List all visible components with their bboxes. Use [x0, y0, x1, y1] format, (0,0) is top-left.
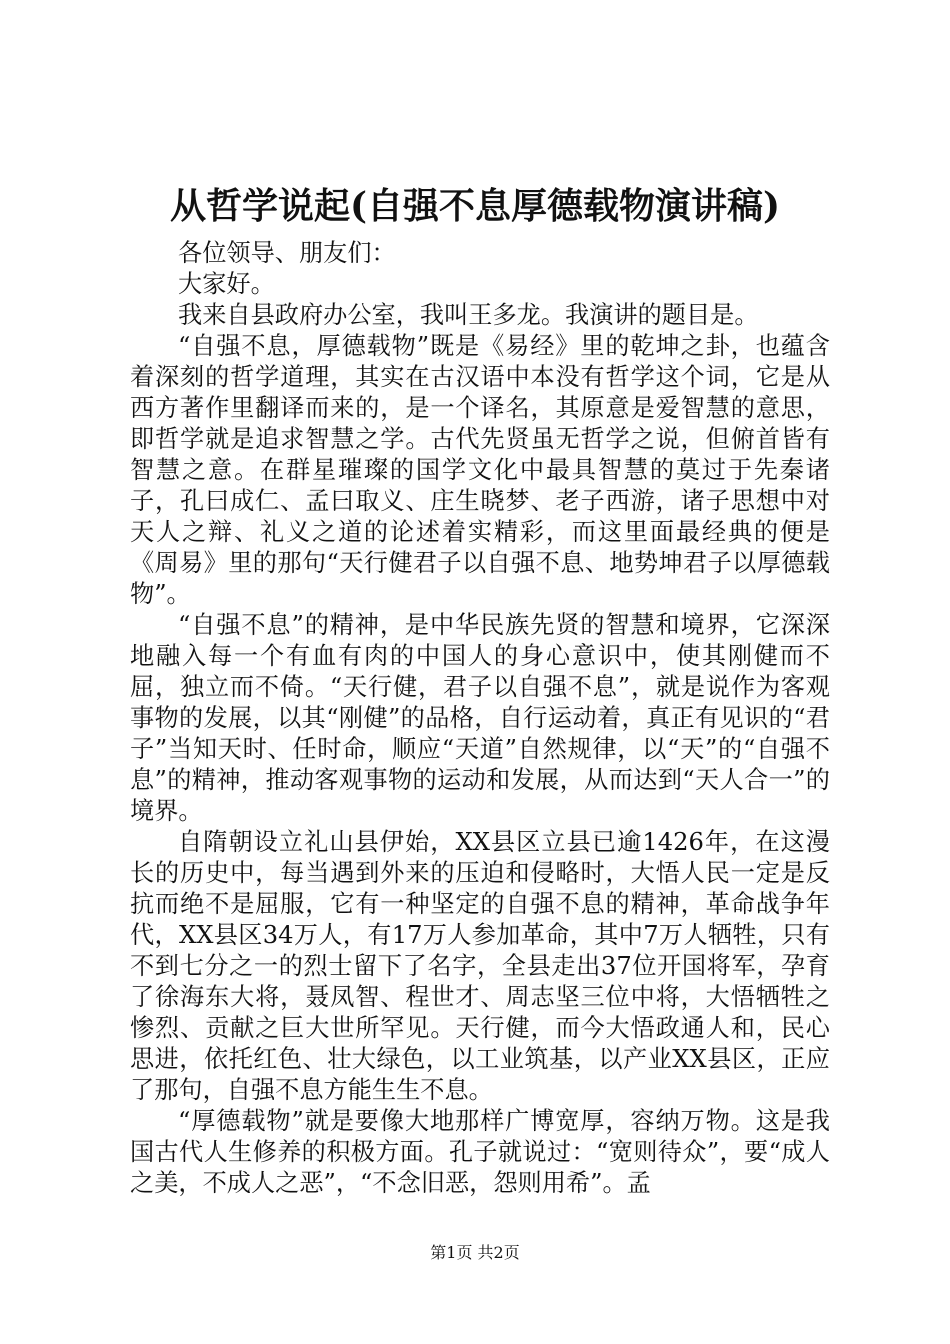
- body-paragraph: “自强不息，厚德载物”既是《易经》里的乾坤之卦，也蕴含着深刻的哲学道理，其实在古汉语中本没有哲学这个词，它是从西方著作里翻译而来的，是一个译名，其原意是爱智慧的意思，即哲学就是追求智慧之学。古代先贤虽无哲学之说，但俯首皆有智慧之意。在群星璀璨的国学文化中最具智慧的莫过于先秦诸子，孔曰成仁、孟曰取义、庄生晓梦、老子西游，诸子思想中对天人之辩、礼义之道的论述着实精彩，而这里面最经典的便是《周易》里的那句“天行健君子以自强不息、地势坤君子以厚德载物”。: [130, 332, 830, 608]
- intro-paragraph: 我来自县政府办公室，我叫王多龙。我演讲的题目是。: [178, 301, 759, 329]
- body-paragraph: 自隋朝设立礼山县伊始，XX县区立县已逾1426年，在这漫长的历史中，每当遇到外来的压迫和侵略时，大悟人民一定是反抗而绝不是屈服，它有一种坚定的自强不息的精神，革命战争年代，XX县区34万人，有17万人参加革命，其中7万人牺牲，只有不到七分之一的烈士留下了名字，全县走出37位开国将军，孕育了徐海东大将，聂凤智、程世才、周志坚三位中将，大悟牺牲之惨烈、贡献之巨大世所罕见。天行健，而今大悟政通人和，民心思进，依托红色、壮大绿色，以工业筑基，以产业XX县区，正应了那句，自强不息方能生生不息。: [130, 828, 830, 1104]
- document-title: 从哲学说起(自强不息厚德载物演讲稿): [169, 185, 781, 227]
- salutation-paragraph: 大家好。: [178, 270, 275, 298]
- greeting-paragraph: 各位领导、朋友们：: [178, 239, 396, 267]
- document-body: [130, 238, 830, 1199]
- body-paragraph: “厚德载物”就是要像大地那样广博宽厚，容纳万物。这是我国古代人生修养的积极方面。孔子就说过：“宽则待众”，要“成人之美，不成人之恶”，“不念旧恶，怨则用希”。孟: [130, 1107, 830, 1197]
- page-footer: 第1页 共2页: [430, 1243, 520, 1262]
- body-paragraph: “自强不息”的精神，是中华民族先贤的智慧和境界，它深深地融入每一个有血有肉的中国人的身心意识中，使其刚健而不屈，独立而不倚。“天行健，君子以自强不息”，就是说作为客观事物的发展，以其“刚健”的品格，自行运动着，真正有见识的“君子”当知天时、任时命，顺应“天道”自然规律，以“天”的“自强不息”的精神，推动客观事物的运动和发展，从而达到“天人合一”的境界。: [130, 611, 830, 825]
